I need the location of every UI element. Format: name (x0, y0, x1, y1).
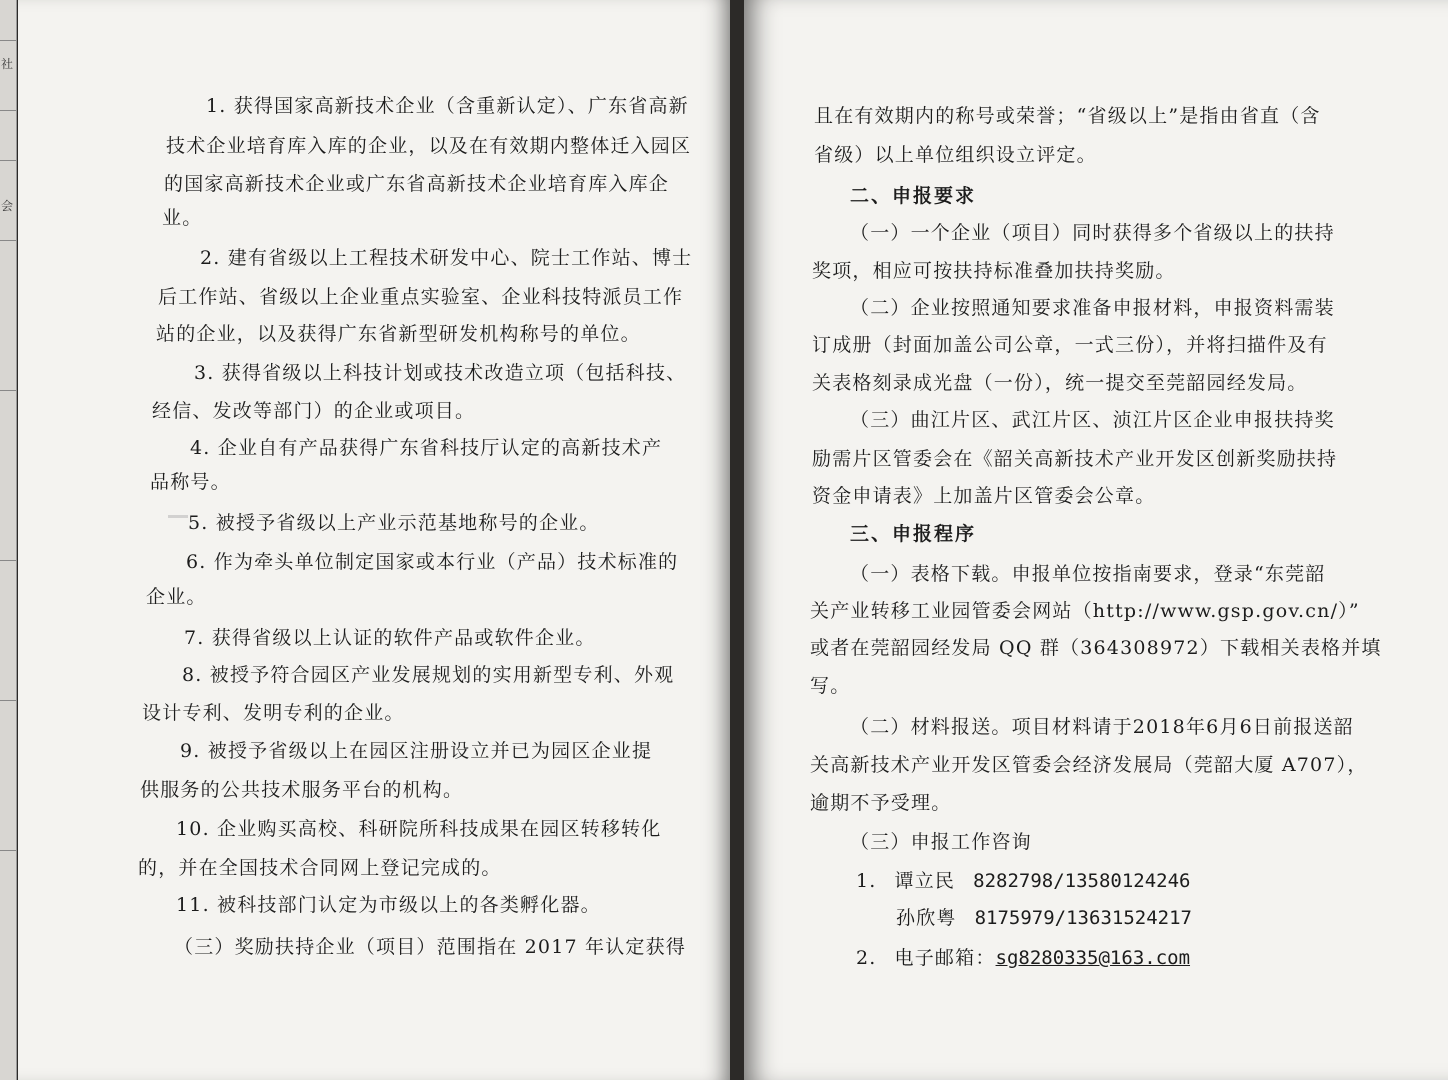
proc-1-line-1: （一）表格下载。申报单位按指南要求，登录“东莞韶 (850, 563, 1326, 585)
contact-phone: 8175979/13631524217 (974, 907, 1192, 929)
item-2-line-1: 2. 建有省级以上工程技术研发中心、院士工作站、博士 (200, 247, 693, 269)
item-10-line-1: 10. 企业购买高校、科研院所科技成果在园区转移转化 (176, 818, 662, 840)
proc-1-line-2: 关产业转移工业园管委会网站（http://www.gsp.gov.cn/）” (810, 600, 1360, 622)
contact-row (896, 906, 1192, 930)
right-page (744, 0, 1448, 1080)
scan-smudge (168, 515, 188, 518)
item-2-line-2: 后工作站、省级以上企业重点实验室、企业科技特派员工作 (158, 286, 684, 308)
contact-name: 孙欣粤 (896, 907, 957, 929)
item-3-line-2: 经信、发改等部门）的企业或项目。 (152, 400, 476, 422)
item-1-line-2: 技术企业培育库入库的企业，以及在有效期内整体迁入园区 (166, 135, 692, 157)
item-10-line-2: 的，并在全国技术合同网上登记完成的。 (138, 857, 502, 879)
previous-page-edge (0, 0, 17, 1080)
item-11-line-1: 11. 被科技部门认定为市级以上的各类孵化器。 (176, 894, 601, 916)
left-page (18, 0, 730, 1080)
item-7-line-1: 7. 获得省级以上认证的软件产品或软件企业。 (184, 627, 596, 649)
item-9-line-1: 9. 被授予省级以上在园区注册设立并已为园区企业提 (180, 740, 653, 762)
req-2-line-1: （二）企业按照通知要求准备申报材料，申报资料需装 (850, 297, 1335, 319)
req-2-line-3: 关表格刻录成光盘（一份），统一提交至莞韶园经发局。 (812, 372, 1308, 394)
contact-number: 1. (856, 870, 877, 892)
email-label: 电子邮箱： (894, 947, 996, 969)
section-3-heading: 三、申报程序 (850, 523, 977, 545)
continuation-line-1: 且在有效期内的称号或荣誉；“省级以上”是指由省直（含 (814, 105, 1321, 127)
req-3-line-3: 资金申请表》上加盖片区管委会公章。 (812, 485, 1156, 507)
email-number: 2. (856, 947, 877, 969)
continuation-line-2: 省级）以上单位组织设立评定。 (814, 144, 1097, 166)
item-1-line-4: 业。 (162, 207, 203, 229)
contact-row (856, 869, 1190, 893)
proc-2-line-3: 逾期不予受理。 (810, 792, 952, 814)
contact-phone: 8282798/13580124246 (973, 870, 1191, 892)
req-1-line-2: 奖项，相应可按扶持标准叠加扶持奖励。 (812, 260, 1176, 282)
req-3-line-2: 励需片区管委会在《韶关高新技术产业开发区创新奖励扶持 (812, 448, 1338, 470)
email-row (856, 946, 1190, 970)
req-1-line-1: （一）一个企业（项目）同时获得多个省级以上的扶持 (850, 222, 1335, 244)
item-4-line-1: 4. 企业自有产品获得广东省科技厅认定的高新技术产 (190, 437, 663, 459)
edge-glyph: 社 (1, 57, 14, 71)
req-2-line-2: 订成册（封面加盖公司公章，一式三份），并将扫描件及有 (812, 334, 1328, 356)
consult-heading: （三）申报工作咨询 (850, 831, 1032, 853)
proc-2-line-1: （二）材料报送。项目材料请于2018年6月6日前报送韶 (850, 716, 1354, 738)
contact-name: 谭立民 (894, 870, 956, 892)
item-2-line-3: 站的企业，以及获得广东省新型研发机构称号的单位。 (156, 323, 641, 345)
item-8-line-1: 8. 被授予符合园区产业发展规划的实用新型专利、外观 (182, 664, 675, 686)
item-3-line-1: 3. 获得省级以上科技计划或技术改造立项（包括科技、 (194, 362, 687, 384)
item-1-line-3: 的国家高新技术企业或广东省高新技术企业培育库入库企 (164, 173, 670, 195)
proc-1-line-3: 或者在莞韶园经发局 QQ 群（364308972）下载相关表格并填 (810, 637, 1382, 659)
req-3-line-1: （三）曲江片区、武江片区、浈江片区企业申报扶持奖 (850, 409, 1335, 431)
section-2-heading: 二、申报要求 (850, 185, 977, 207)
edge-glyph: 会 (1, 199, 14, 213)
item-5-line-1: 5. 被授予省级以上产业示范基地称号的企业。 (188, 512, 600, 534)
proc-2-line-2: 关高新技术产业开发区管委会经济发展局（莞韶大厦 A707）， (810, 754, 1368, 776)
item-8-line-2: 设计专利、发明专利的企业。 (142, 702, 405, 724)
item-6-line-2: 企业。 (146, 586, 207, 608)
email-address-link[interactable]: sg8280335@163.com (995, 947, 1191, 969)
scope-line-1: （三）奖励扶持企业（项目）范围指在 2017 年认定获得 (174, 936, 687, 958)
item-1-line-1: 1. 获得国家高新技术企业（含重新认定）、广东省高新 (206, 95, 689, 117)
item-6-line-1: 6. 作为牵头单位制定国家或本行业（产品）技术标准的 (186, 551, 679, 573)
item-4-line-2: 品称号。 (150, 471, 231, 493)
proc-1-line-4: 写。 (810, 675, 851, 697)
item-9-line-2: 供服务的公共技术服务平台的机构。 (140, 779, 464, 801)
